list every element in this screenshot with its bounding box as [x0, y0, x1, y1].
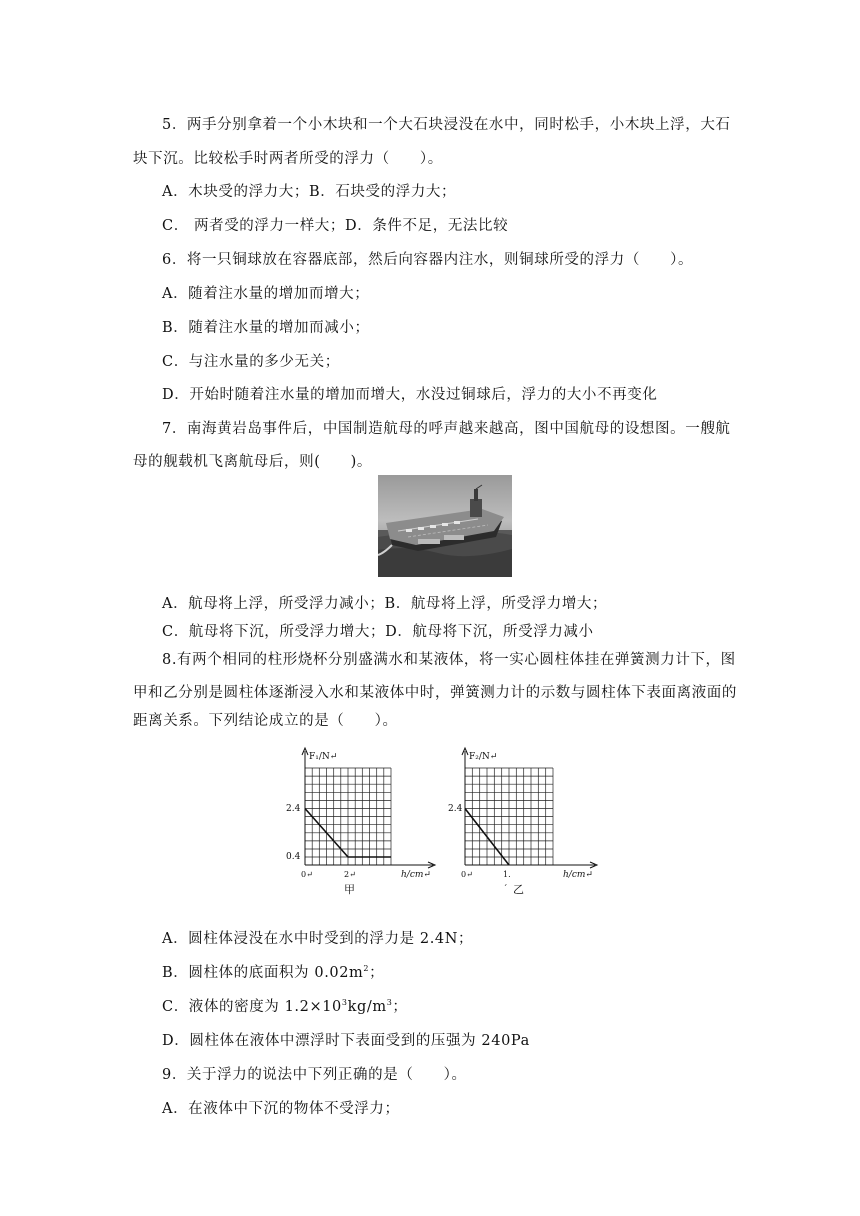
q6-option-c: C．与注水量的多少无关；	[162, 354, 340, 370]
graph-caption: 乙	[513, 883, 524, 896]
q8-option-c-unit: kg/m	[347, 999, 387, 1015]
graph-jia	[283, 745, 443, 909]
x-tick-mid: 2↵	[344, 870, 356, 879]
graph-caption-mark: ˊ	[503, 885, 508, 895]
q6-option-d: D．开始时随着注水量的增加而增大，水没过铜球后，浮力的大小不再变化	[162, 387, 658, 403]
q8-option-c-tail: ；	[392, 999, 408, 1015]
y-axis-label: F₁/N↵	[309, 752, 338, 762]
x-tick-mid: 1.	[503, 870, 511, 879]
q9-option-a: A．在液体中下沉的物体不受浮力；	[162, 1101, 400, 1117]
q8-option-b-tail: ；	[369, 965, 385, 981]
q8-stem-line2: 甲和乙分别是圆柱体逐渐浸入水和某液体中时，弹簧测力计的示数与圆柱体下表面离液面的	[133, 685, 737, 701]
q8-option-c-text: C．液体的密度为 1.2×10	[162, 999, 342, 1015]
graph-caption: 甲	[344, 883, 355, 896]
q6-option-b: B．随着注水量的增加而减小；	[162, 320, 370, 336]
x-tick-origin: 0↵	[301, 870, 313, 879]
aircraft-carrier-image	[378, 475, 512, 577]
q7-options-cd: C．航母将下沉，所受浮力增大；D．航母将下沉，所受浮力减小	[162, 624, 594, 640]
q5-options-ab: A．木块受的浮力大；B．石块受的浮力大；	[162, 184, 457, 200]
q7-stem-line2: 母的舰载机飞离航母后，则( )。	[133, 454, 373, 470]
q8-option-c-exponent2: 3	[386, 998, 393, 1007]
q8-stem-line1: 8.有两个相同的柱形烧杯分别盛满水和某液体，将一实心圆柱体挂在弹簧测力计下，图	[162, 652, 736, 668]
q7-stem-line1: 7．南海黄岩岛事件后，中国制造航母的呼声越来越高，图中国航母的设想图。一艘航	[162, 421, 731, 437]
graph-yi	[445, 745, 605, 909]
grid-lines	[305, 768, 391, 865]
q8-option-a: A．圆柱体浸没在水中时受到的浮力是 2.4N；	[162, 931, 474, 947]
q8-option-c	[162, 995, 408, 1016]
q5-options-cd: C． 两者受的浮力一样大；D．条件不足，无法比较	[162, 218, 509, 234]
q6-option-a: A．随着注水量的增加而增大；	[162, 286, 370, 302]
q8-option-d: D．圆柱体在液体中漂浮时下表面受到的压强为 240Pa	[162, 1033, 530, 1049]
q6-stem-line1: 6．将一只铜球放在容器底部，然后向容器内注水，则铜球所受的浮力（ ）。	[162, 252, 694, 268]
y-tick-top: 2.4	[286, 804, 301, 814]
x-tick-origin: 0↵	[461, 870, 473, 879]
y-axis-label: F₂/N↵	[469, 752, 498, 762]
x-axis-label: h/cm↵	[563, 870, 593, 880]
q8-stem-line3: 距离关系。下列结论成立的是（ ）。	[133, 713, 398, 729]
y-tick-top: 2.4	[448, 804, 463, 814]
grid-lines	[465, 768, 553, 865]
q8-option-b	[162, 961, 384, 982]
q9-stem-line1: 9．关于浮力的说法中下列正确的是（ ）。	[162, 1067, 467, 1083]
q5-stem-line2: 块下沉。比较松手时两者所受的浮力（ ）。	[133, 151, 443, 167]
q5-stem-line1: 5．两手分别拿着一个小木块和一个大石块浸没在水中，同时松手，小木块上浮，大石	[162, 117, 731, 133]
q8-option-b-exponent: 2	[363, 964, 370, 973]
q8-option-b-text: B．圆柱体的底面积为 0.02m	[162, 965, 364, 981]
q8-option-c-exponent1: 3	[341, 998, 348, 1007]
y-tick-bottom: 0.4	[286, 852, 301, 862]
x-axis-label: h/cm↵	[401, 870, 431, 880]
q7-options-ab: A．航母将上浮，所受浮力减小；B．航母将上浮，所受浮力增大；	[162, 596, 608, 612]
